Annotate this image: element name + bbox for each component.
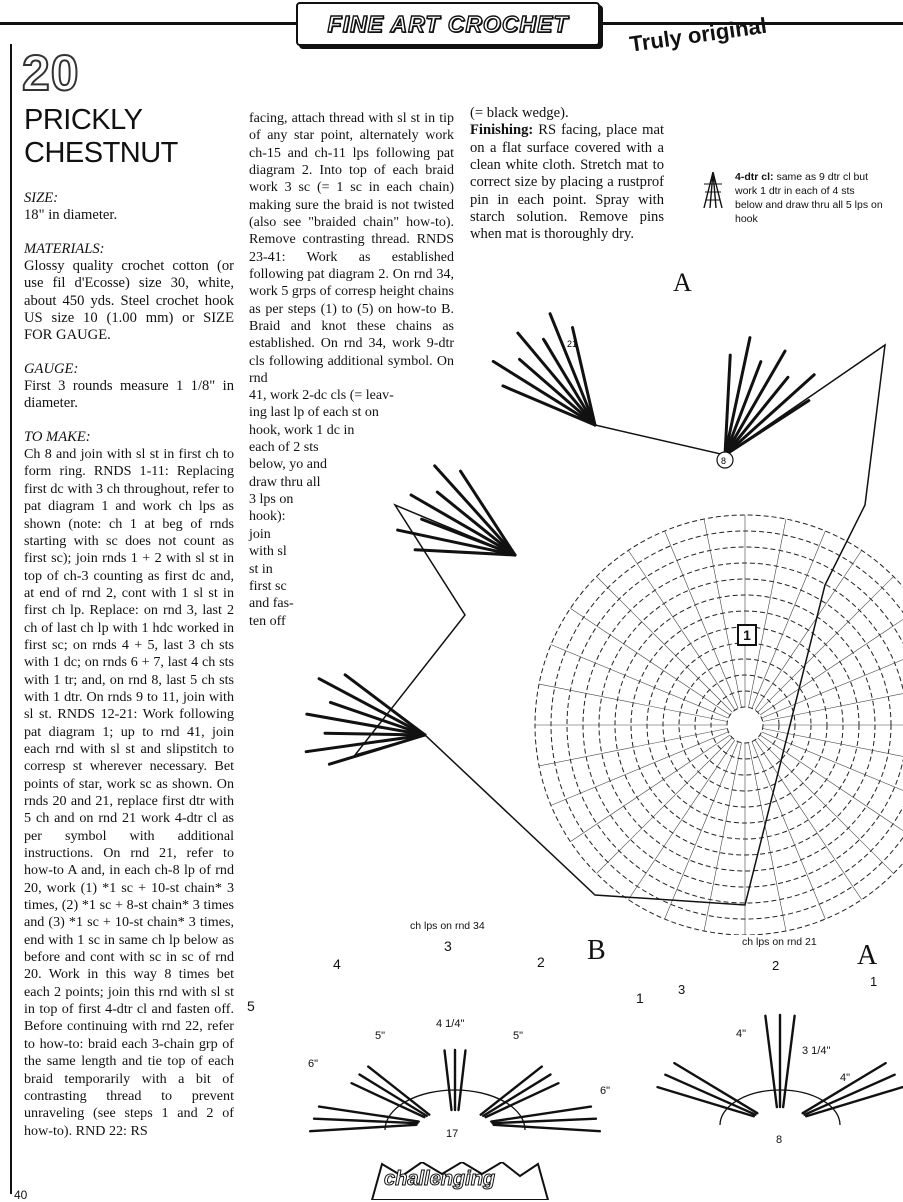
stepped-text-line: hook):: [249, 509, 286, 525]
point-round-number: 21: [567, 339, 578, 349]
finishing-paragraph: [470, 122, 664, 243]
how-to-b-length: 6": [600, 1085, 611, 1097]
how-to-b-step-number: 2: [537, 954, 545, 970]
title-line-1: PRICKLY: [24, 104, 143, 136]
braid-chain: [306, 735, 425, 752]
legend-text: same as 9 dtr cl but work 1 dtr in each of 4 sts below and draw thru all 5 lps on hook: [735, 171, 883, 225]
materials-heading: MATERIALS:: [24, 240, 105, 257]
stepped-text-line: with sl: [249, 544, 287, 560]
chain-spoke: [755, 550, 862, 710]
how-to-b-chain: [445, 1050, 452, 1110]
stepped-text-line: below, yo and: [249, 457, 328, 473]
how-to-label-a-top: A: [673, 268, 692, 297]
symbol-legend: [703, 170, 883, 226]
chain-spoke: [704, 519, 741, 707]
tomake-text: Ch 8 and join with sl st in first ch to form ring. RNDS 1-11: Replacing first dc with 3 ch throughout, refer to pat diagram 1 and work ch lps as shown (note: ch 1 at beg of rnds starting with sc does not count as first sc); join rnds 1 + 2 with sl st in top of ch-3 counting as first dc and, at end of rnd 2, cont with 1 sl st in first ch lp. Replace: on rnd 3, last 2 ch of last ch lp with 1 hdc worked in first sc; on rnds 4 + 5, last 3 ch sts with 1 dc; on rnds 6 + 7, last 4 ch sts with 1 tr; and, on rnd 8, last 5 ch sts with 1 dtr. On rnds 9 to 11, join with sl st. RNDS 12-21: Work following pat diagram 1; up to rnd 41, join each rnd with sl st and slipstitch to corresp st wherever necessary. Bet points of star, work sc as shown. On rnds 20 and 21, replace first dtr with 5 ch and on rnd 21 work 4-dtr cl as per symbol with additional instructions. On rnd 21, refer to how-to A and, in each ch-8 lp of rnd 20, work (1) *1 sc + 10-st chain* 3 times, (2) *1 sc + 8-st chain* 3 times and (3) *1 sc + 10-st chain* 3 times, end with 1 sc in same ch lp below as before and cont with sc in sc of rnd 20. Work in this way 8 times bet each 2 points; join this rnd with sl st in top of first 4-dtr cl and fasten off. Before continuing with rnd 22, refer to how-to: braid each 3-chain grp of the same length and tie top of each braid temporarily with a bit of contrasting thread to prevent unraveling (see steps 1 and 2 of how-to). RND 22: RS: [24, 446, 234, 1139]
how-to-a-step-number: 2: [772, 958, 780, 973]
how-to-b-chain: [483, 1075, 550, 1116]
how-to-b-chain: [360, 1075, 427, 1116]
how-to-b-chain: [458, 1050, 465, 1110]
how-to-a-length: 3 1/4": [802, 1045, 831, 1057]
how-to-b-length: 4 1/4": [436, 1018, 465, 1030]
how-to-b-chain: [494, 1125, 600, 1131]
right-column: [470, 105, 664, 244]
chain-spoke: [760, 735, 903, 842]
page-number: 40: [14, 1188, 28, 1202]
stepped-text-line: draw thru all: [249, 474, 321, 490]
how-to-label-b: B: [587, 935, 606, 966]
chain-spoke: [763, 684, 903, 721]
braid-chain: [330, 702, 425, 735]
chain-spoke: [749, 519, 786, 707]
pattern-number: 20: [22, 45, 80, 101]
braid-chain: [461, 471, 515, 555]
how-to-b-length: 6": [308, 1058, 319, 1070]
braid-chain: [725, 351, 785, 455]
stepped-text-line: 3 lps on: [249, 492, 294, 508]
chain-spoke: [570, 608, 730, 715]
difficulty-label: challenging: [384, 1168, 496, 1190]
pattern-title: [24, 104, 244, 170]
chain-spoke: [539, 729, 727, 766]
left-rule: [10, 44, 12, 1194]
how-to-a-step-number: 3: [678, 982, 686, 997]
how-to-a-caption: ch lps on rnd 21: [742, 936, 817, 948]
stepped-text-line: 41, work 2-dc cls (= leav-: [249, 388, 394, 403]
how-to-b-chain: [310, 1125, 416, 1131]
right-text-top: (= black wedge).: [470, 105, 569, 121]
how-to-a-chain: [765, 1016, 776, 1107]
how-to-b-length: 5": [513, 1030, 524, 1042]
braid-chain: [411, 495, 515, 555]
chain-spoke: [749, 743, 786, 931]
chain-spoke: [755, 740, 862, 900]
how-to-a-length: 4": [840, 1072, 851, 1084]
size-text: 18" in diameter.: [24, 207, 118, 224]
how-to-a-length: 4": [736, 1028, 747, 1040]
gauge-text: First 3 rounds measure 1 1/8" in diameter.: [24, 378, 234, 412]
middle-text: facing, attach thread with sl st in tip of any star point, alternately work ch-15 and ch-11 lps following pat diagram 2. Into top of each braid work 3 sc (= 1 sc in each chain) making sure the braid is not twisted (also see "braided chain" how-to). Remove contrasting thread. RNDS 23-41: Work as established following pat diagram 2. On rnd 34, work 5 grps of corresp height chains as per steps (1) to (5) on how-to B. Braid and knot these chains as established. On rnd 34, work 9-dtr cls following additional symbol. On rnd: [249, 111, 454, 387]
magazine-banner: [296, 2, 600, 46]
braid-chain: [725, 401, 809, 455]
stepped-text-line: each of 2 sts: [249, 440, 319, 456]
finishing-heading: Finishing:: [470, 122, 534, 139]
how-to-b-step-number: 1: [636, 990, 644, 1006]
chain-spoke: [762, 732, 903, 805]
how-to-label-a: A: [857, 940, 878, 971]
how-to-b-step-number: 3: [444, 938, 452, 954]
stepped-text-line: ing last lp of each st on: [249, 405, 379, 421]
how-to-b-caption: ch lps on rnd 34: [410, 920, 485, 932]
braid-chain: [493, 361, 595, 425]
title-line-2: CHESTNUT: [24, 137, 178, 169]
braid-chain: [345, 675, 425, 735]
legend-term: 4-dtr cl:: [735, 171, 774, 183]
gauge-heading: GAUGE:: [24, 360, 79, 377]
how-to-b-length: 5": [375, 1030, 386, 1042]
size-heading: SIZE:: [24, 190, 59, 206]
materials-text: Glossy quality crochet cotton (or use fil d'Ecosse) size 30, white, about 450 yds. Steel crochet hook US size 10 (1.00 mm) or SIZE FOR GAUGE.: [24, 258, 234, 344]
banner-title: FINE ART CROCHET: [327, 10, 569, 37]
how-to-a-chain: [783, 1016, 794, 1107]
diagram-1-label: 1: [737, 624, 757, 646]
stepped-text-line: ten off: [249, 613, 286, 629]
chain-spoke: [760, 608, 903, 715]
finishing-text: RS facing, place mat on a flat surface covered with a clean white cloth. Stretch mat to correct size by placing a rustprof pin in each point. Spray with starch solution. Remove pins when mat is thoroughly dry.: [470, 122, 664, 243]
left-column: [24, 190, 234, 1140]
stepped-text-line: join: [249, 526, 271, 542]
stepped-text-line: hook, work 1 dc in: [249, 422, 355, 438]
how-to-a-base-number: 8: [776, 1134, 783, 1146]
how-to-b-chain: [481, 1067, 542, 1115]
stepped-text-line: and fas-: [249, 596, 294, 612]
braid-chain: [543, 339, 595, 425]
tomake-heading: TO MAKE:: [24, 428, 91, 445]
stepped-text-line: st in: [249, 561, 273, 577]
round-ring: [727, 707, 763, 743]
point-center-number: 8: [721, 456, 727, 466]
how-to-b-step-number: 4: [333, 956, 341, 972]
braid-chain: [329, 735, 425, 764]
star-pattern-diagram: [265, 255, 903, 935]
braid-chain: [520, 359, 595, 425]
tagline: Truly original: [628, 12, 769, 57]
how-to-b-chain: [368, 1067, 429, 1115]
stepped-text-line: first sc: [249, 578, 287, 594]
how-to-b-base-number: 17: [446, 1128, 459, 1140]
how-to-b-step-number: 5: [247, 998, 255, 1014]
how-to-a-step-number: 1: [870, 974, 878, 989]
